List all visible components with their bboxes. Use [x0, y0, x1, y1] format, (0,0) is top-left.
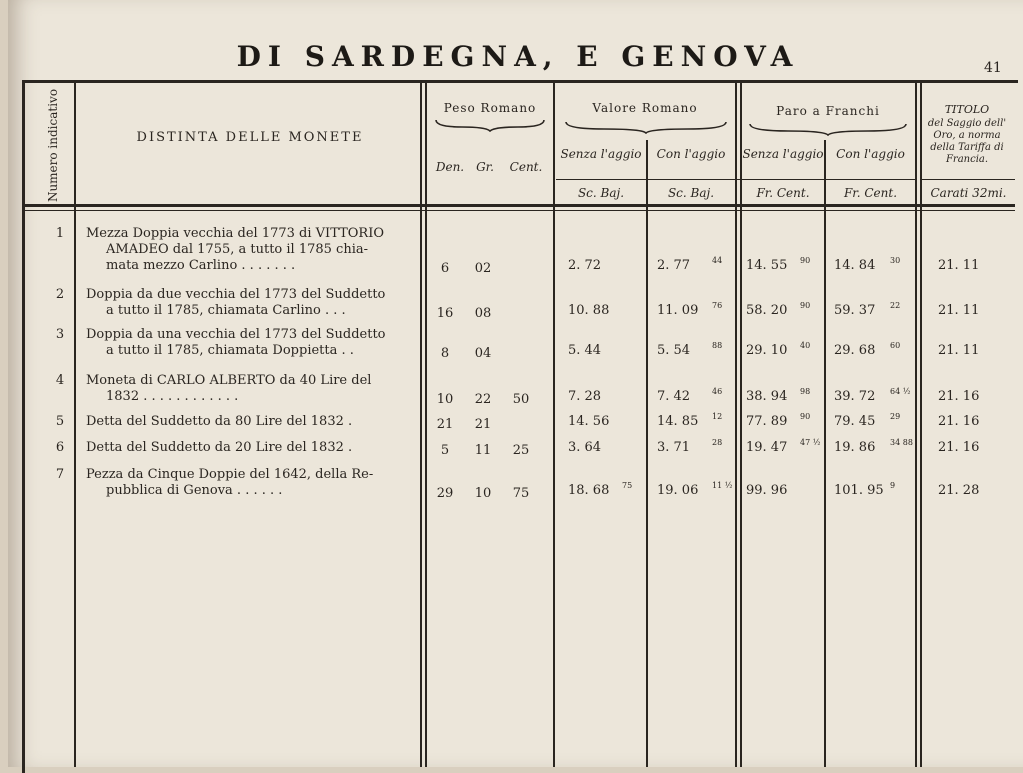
paro-con-fraction: 22 — [890, 301, 901, 310]
coin-description-line: Pezza da Cinque Doppie del 1642, della Re- — [86, 467, 374, 482]
peso-gr: 02 — [474, 261, 492, 276]
header-valore-senza: Senza l'aggio — [560, 147, 642, 161]
brace-icon — [748, 122, 908, 136]
valore-senza: 18. 68 — [568, 483, 610, 498]
coin-description-line: Mezza Doppia vecchia del 1773 di VITTORIO — [86, 226, 385, 241]
peso-gr: 21 — [474, 417, 492, 432]
coin-description-line: mata mezzo Carlino . . . . . . . — [106, 258, 296, 273]
peso-den: 8 — [440, 346, 450, 361]
header-distinta: DISTINTA DELLE MONETE — [136, 130, 364, 145]
paro-senza: 77. 89 — [746, 414, 788, 429]
valore-con: 3. 71 — [657, 440, 691, 455]
header-valore-unit: Sc. Baj. — [577, 186, 625, 200]
paro-senza: 58. 20 — [746, 303, 788, 318]
paro-con: 29. 68 — [834, 343, 876, 358]
paro-con: 19. 86 — [834, 440, 876, 455]
coin-description-line: AMADEO dal 1755, a tutto il 1785 chia- — [106, 242, 369, 257]
titolo-value: 21. 11 — [938, 343, 980, 358]
paro-senza: 14. 55 — [746, 258, 788, 273]
header-paro-senza: Senza l'aggio — [742, 147, 824, 161]
titolo-value: 21. 16 — [938, 414, 980, 429]
header-paro-unit: Fr. Cent. — [843, 186, 898, 200]
valore-con: 19. 06 — [657, 483, 699, 498]
valore-con: 11. 09 — [657, 303, 699, 318]
valore-con-fraction: 88 — [712, 341, 723, 350]
header-rule — [922, 179, 1015, 180]
header-titolo: TITOLO — [944, 103, 990, 116]
peso-gr: 22 — [474, 392, 492, 407]
valore-senza: 2. 72 — [568, 258, 602, 273]
brace-icon — [434, 118, 546, 132]
header-titolo-unit: Carati 32mi. — [930, 186, 1007, 200]
valore-con: 2. 77 — [657, 258, 691, 273]
paro-senza: 19. 47 — [746, 440, 788, 455]
peso-gr: 04 — [474, 346, 492, 361]
row-number: 4 — [55, 373, 65, 388]
coin-description-line: a tutto il 1785, chiamata Carlino . . . — [106, 303, 346, 318]
header-bottom-rule — [25, 210, 1015, 211]
column-rule — [915, 83, 917, 767]
row-number: 2 — [55, 287, 65, 302]
valore-senza-fraction: 75 — [622, 481, 633, 490]
peso-cent: 25 — [512, 443, 530, 458]
coin-description-line: Detta del Suddetto da 80 Lire del 1832 . — [86, 414, 353, 429]
header-paro: Paro a Franchi — [776, 104, 880, 118]
paro-con: 14. 84 — [834, 258, 876, 273]
peso-den: 10 — [436, 392, 454, 407]
paro-senza: 99. 96 — [746, 483, 788, 498]
page-number: 41 — [984, 60, 1002, 76]
header-peso-cent: Cent. — [509, 160, 543, 174]
paro-con: 79. 45 — [834, 414, 876, 429]
valore-senza: 5. 44 — [568, 343, 602, 358]
paro-con-fraction: 34 88 — [890, 438, 913, 447]
paro-con: 39. 72 — [834, 389, 876, 404]
paro-con: 101. 95 — [834, 483, 884, 498]
valore-con-fraction: 28 — [712, 438, 723, 447]
column-rule — [735, 83, 737, 767]
valore-con-fraction: 46 — [712, 387, 723, 396]
column-rule — [425, 83, 427, 767]
column-rule — [646, 140, 648, 767]
coin-description-line: Doppia da una vecchia del 1773 del Suddetto — [86, 327, 386, 342]
valore-con-fraction: 44 — [712, 256, 723, 265]
peso-gr: 08 — [474, 306, 492, 321]
coin-description-line: a tutto il 1785, chiamata Doppietta . . — [106, 343, 354, 358]
peso-gr: 10 — [474, 486, 492, 501]
paro-con: 59. 37 — [834, 303, 876, 318]
coin-description-line: Detta del Suddetto da 20 Lire del 1832 . — [86, 440, 353, 455]
header-bottom-rule — [25, 204, 1015, 207]
peso-cent: 75 — [512, 486, 530, 501]
header-valore-unit: Sc. Baj. — [667, 186, 715, 200]
titolo-value: 21. 16 — [938, 440, 980, 455]
header-valore-con: Con l'aggio — [656, 147, 726, 161]
row-number: 7 — [55, 467, 65, 482]
row-number: 5 — [55, 414, 65, 429]
paro-senza-fraction: 90 — [800, 412, 811, 421]
column-rule — [824, 140, 826, 767]
valore-con-fraction: 12 — [712, 412, 723, 421]
header-peso-den: Den. — [435, 160, 465, 174]
row-number: 3 — [55, 327, 65, 342]
header-number-indicative: Numero indicativo — [46, 88, 61, 202]
header-valore: Valore Romano — [592, 101, 698, 115]
coin-description-line: Moneta di CARLO ALBERTO da 40 Lire del — [86, 373, 372, 388]
valore-con-fraction: 76 — [712, 301, 723, 310]
peso-den: 21 — [436, 417, 454, 432]
column-rule — [74, 83, 76, 767]
page-title: DI SARDEGNA, E GENOVA — [236, 40, 800, 73]
paro-senza-fraction: 47 ½ — [800, 438, 821, 447]
peso-den: 6 — [440, 261, 450, 276]
valore-senza: 7. 28 — [568, 389, 602, 404]
header-titolo-note: del Saggio dell' Oro, a norma della Tariffa di Francia. — [927, 118, 1007, 165]
titolo-value: 21. 28 — [938, 483, 980, 498]
peso-den: 5 — [440, 443, 450, 458]
valore-senza: 14. 56 — [568, 414, 610, 429]
paro-senza-fraction: 98 — [800, 387, 811, 396]
paro-senza: 29. 10 — [746, 343, 788, 358]
peso-gr: 11 — [474, 443, 492, 458]
paro-con-fraction: 29 — [890, 412, 901, 421]
paro-con-fraction: 60 — [890, 341, 901, 350]
titolo-value: 21. 16 — [938, 389, 980, 404]
header-paro-con: Con l'aggio — [836, 147, 905, 161]
titolo-value: 21. 11 — [938, 303, 980, 318]
paro-senza-fraction: 40 — [800, 341, 811, 350]
paro-senza-fraction: 90 — [800, 301, 811, 310]
peso-cent: 50 — [512, 392, 530, 407]
paro-senza-fraction: 90 — [800, 256, 811, 265]
valore-con: 7. 42 — [657, 389, 691, 404]
paro-con-fraction: 64 ½ — [890, 387, 911, 396]
peso-den: 16 — [436, 306, 454, 321]
brace-icon — [564, 120, 728, 134]
titolo-value: 21. 11 — [938, 258, 980, 273]
valore-con: 14. 85 — [657, 414, 699, 429]
header-paro-unit: Fr. Cent. — [756, 186, 810, 200]
header-peso: Peso Romano — [443, 101, 537, 115]
valore-senza: 3. 64 — [568, 440, 602, 455]
row-number: 6 — [55, 440, 65, 455]
header-rule — [556, 179, 915, 180]
coin-description-line: 1832 . . . . . . . . . . . . — [106, 389, 239, 404]
peso-den: 29 — [436, 486, 454, 501]
header-peso-gr: Gr. — [476, 160, 494, 174]
coin-description-line: Doppia da due vecchia del 1773 del Suddetto — [86, 287, 386, 302]
valore-senza: 10. 88 — [568, 303, 610, 318]
valore-con: 5. 54 — [657, 343, 691, 358]
coin-description-line: pubblica di Genova . . . . . . — [106, 483, 283, 498]
paro-senza: 38. 94 — [746, 389, 788, 404]
valore-con-fraction: 11 ½ — [712, 481, 733, 490]
column-rule — [420, 83, 422, 767]
paro-con-fraction: 9 — [890, 481, 896, 490]
column-rule — [553, 83, 555, 767]
paro-con-fraction: 30 — [890, 256, 901, 265]
row-number: 1 — [55, 226, 65, 241]
